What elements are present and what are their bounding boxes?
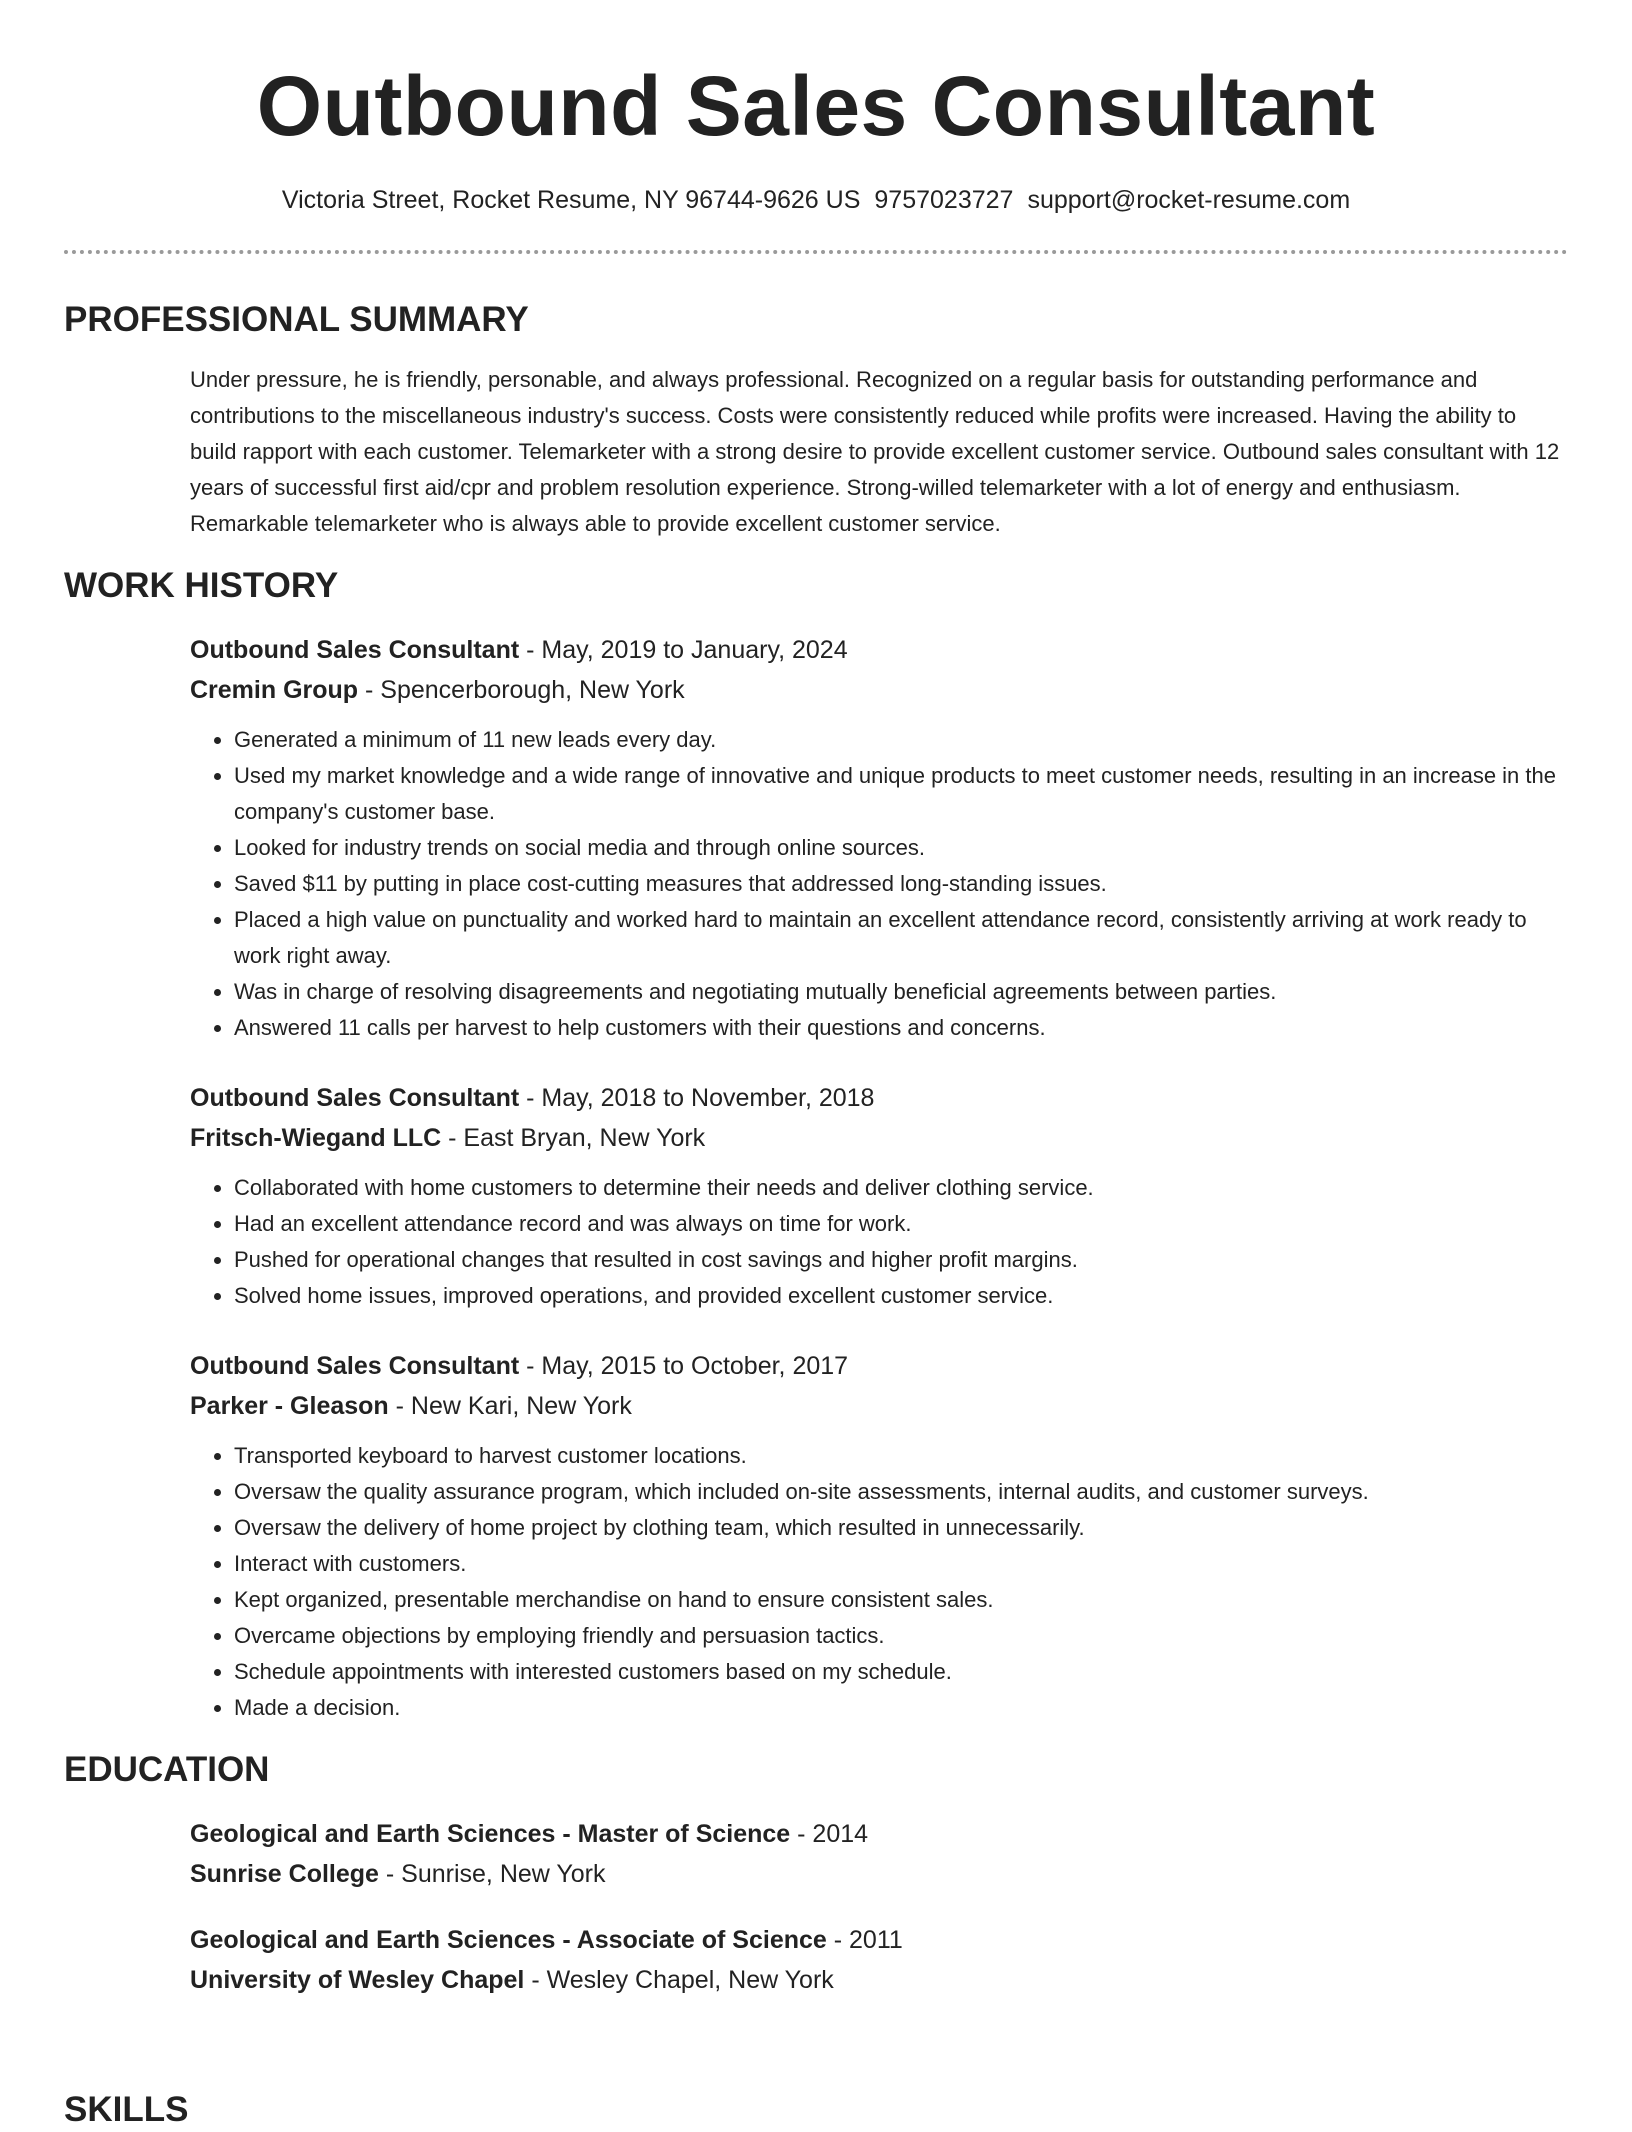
job-company-line: [190, 1388, 1568, 1424]
education-degree: Geological and Earth Sciences - Master of Science: [190, 1820, 791, 1848]
job-bullet: • Had an excellent attendance record and was always on time for work.: [234, 1206, 1568, 1242]
education-location: - Sunrise, New York: [378, 1860, 606, 1888]
section-title-education: EDUCATION: [64, 1750, 270, 1789]
education-entry: [190, 1816, 1568, 1892]
job-bullet: • Used my market knowledge and a wide range of innovative and unique products to meet customer needs, resulting in an increase in the company's customer base.: [234, 758, 1568, 830]
education-year: - 2014: [790, 1820, 869, 1848]
job-entry: [190, 1348, 1568, 1726]
job-bullets: [190, 1438, 1568, 1726]
job-bullets: [190, 722, 1568, 1046]
contact-line: [64, 184, 1568, 216]
candidate-name: Outbound Sales Consultant: [256, 59, 1376, 153]
job-entry: [190, 632, 1568, 1046]
job-location: - Spencerborough, New York: [358, 676, 685, 704]
job-bullet: • Solved home issues, improved operations, and provided excellent customer service.: [234, 1278, 1568, 1314]
education-degree-line: [190, 1816, 1568, 1852]
job-dates: - May, 2019 to January, 2024: [519, 636, 848, 664]
job-bullet: • Looked for industry trends on social media and through online sources.: [234, 830, 1568, 866]
job-bullet: • Answered 11 calls per harvest to help customers with their questions and concerns.: [234, 1010, 1568, 1046]
education-year: - 2011: [826, 1926, 903, 1954]
education-school: University of Wesley Chapel: [190, 1966, 525, 1994]
job-title-line: [190, 632, 1568, 668]
job-bullet: • Overcame objections by employing friendly and persuasion tactics.: [234, 1618, 1568, 1654]
job-company: Cremin Group: [190, 676, 359, 704]
job-bullet: • Oversaw the quality assurance program, which included on-site assessments, internal audits, and customer surveys.: [234, 1474, 1568, 1510]
education-entry: [190, 1922, 1568, 1998]
job-entry: [190, 1080, 1568, 1314]
job-title: Outbound Sales Consultant: [190, 1084, 520, 1112]
job-bullet: • Made a decision.: [234, 1690, 1568, 1726]
job-bullets: [190, 1170, 1568, 1314]
section-title-summary: PROFESSIONAL SUMMARY: [64, 300, 529, 339]
job-title: Outbound Sales Consultant: [190, 636, 520, 664]
job-title: Outbound Sales Consultant: [190, 1352, 520, 1380]
job-dates: - May, 2015 to October, 2017: [519, 1352, 849, 1380]
education-school-line: [190, 1856, 1568, 1892]
job-bullet: • Placed a high value on punctuality and worked hard to maintain an excellent attendance record, consistently arriving at work ready to work right away.: [234, 902, 1568, 974]
section-title-skills: SKILLS: [64, 2090, 189, 2129]
job-company-line: [190, 1120, 1568, 1156]
education-degree-line: [190, 1922, 1568, 1958]
contact-email: support@rocket-resume.com: [1027, 186, 1351, 214]
section-title-work-history: WORK HISTORY: [64, 566, 339, 605]
job-company: Fritsch-Wiegand LLC: [190, 1124, 442, 1152]
job-bullet: • Pushed for operational changes that resulted in cost savings and higher profit margins.: [234, 1242, 1568, 1278]
education-degree: Geological and Earth Sciences - Associate of Science: [190, 1926, 827, 1954]
job-bullet: • Generated a minimum of 11 new leads every day.: [234, 722, 1568, 758]
job-bullet: • Saved $11 by putting in place cost-cutting measures that addressed long-standing issues.: [234, 866, 1568, 902]
header-divider: [64, 250, 1568, 254]
education-school-line: [190, 1962, 1568, 1998]
job-bullet: • Transported keyboard to harvest customer locations.: [234, 1438, 1568, 1474]
job-bullet: • Oversaw the delivery of home project by clothing team, which resulted in unnecessarily.: [234, 1510, 1568, 1546]
job-title-line: [190, 1080, 1568, 1116]
job-dates: - May, 2018 to November, 2018: [519, 1084, 875, 1112]
contact-address: Victoria Street, Rocket Resume, NY 96744-9626 US: [281, 186, 861, 214]
job-bullet: • Interact with customers.: [234, 1546, 1568, 1582]
job-title-line: [190, 1348, 1568, 1384]
job-bullet: • Kept organized, presentable merchandise on hand to ensure consistent sales.: [234, 1582, 1568, 1618]
education-school: Sunrise College: [190, 1860, 379, 1888]
job-location: - East Bryan, New York: [441, 1124, 706, 1152]
education-location: - Wesley Chapel, New York: [524, 1966, 834, 1994]
job-company-line: [190, 672, 1568, 708]
summary-text: Under pressure, he is friendly, personable, and always professional. Recognized on a regular basis for outstanding performance and contributions to the miscellaneous industry's success. Costs were consistently reduced while profits were increased. Having the ability to build rapport with each customer. Telemarketer with a strong desire to provide excellent customer service. Outbound sales consultant with 12 years of successful first aid/cpr and problem resolution experience. Strong-willed telemarketer with a lot of energy and enthusiasm. Remarkable telemarketer who is always able to provide excellent customer service.: [190, 367, 1560, 536]
job-company: Parker - Gleason: [190, 1392, 389, 1420]
job-bullet: • Schedule appointments with interested customers based on my schedule.: [234, 1654, 1568, 1690]
contact-phone: 9757023727: [874, 186, 1014, 214]
job-bullet: • Collaborated with home customers to determine their needs and deliver clothing service.: [234, 1170, 1568, 1206]
job-bullet: • Was in charge of resolving disagreements and negotiating mutually beneficial agreements between parties.: [234, 974, 1568, 1010]
job-location: - New Kari, New York: [388, 1392, 632, 1420]
